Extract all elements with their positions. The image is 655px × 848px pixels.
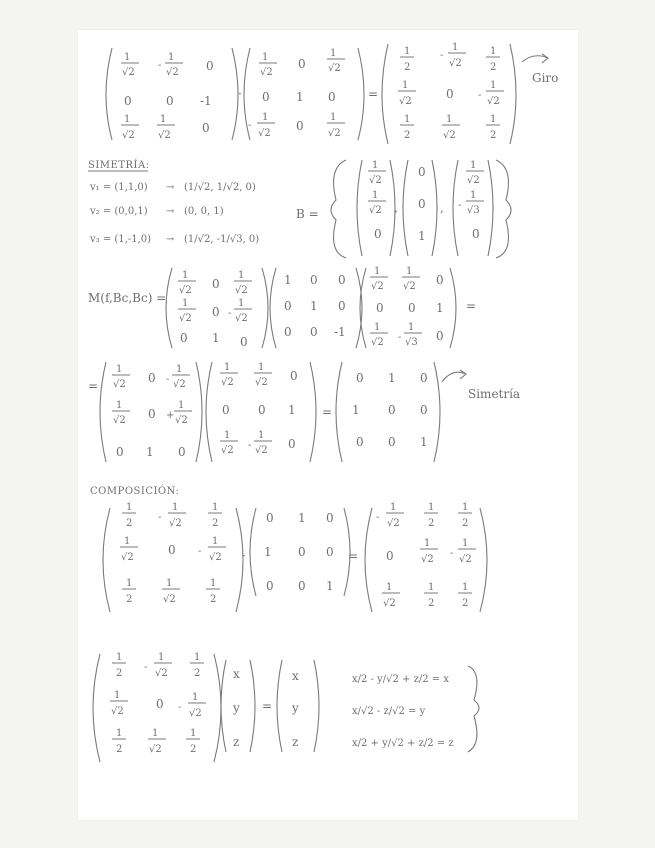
svg-text:0: 0 (298, 57, 306, 71)
svg-text:√2: √2 (155, 668, 168, 679)
svg-text:1: 1 (402, 80, 409, 91)
svg-text:1: 1 (424, 538, 431, 549)
svg-text:,: , (440, 201, 444, 215)
svg-text:1: 1 (224, 430, 231, 441)
svg-text:1: 1 (372, 160, 379, 171)
svg-text:0: 0 (148, 371, 156, 385)
svg-text:0: 0 (166, 94, 174, 108)
svg-text:1: 1 (406, 266, 413, 277)
svg-text:√3: √3 (467, 205, 480, 216)
svg-text:1: 1 (258, 430, 265, 441)
svg-text:-: - (398, 332, 402, 343)
svg-text:1: 1 (296, 90, 304, 104)
svg-text:1: 1 (158, 652, 165, 663)
svg-text:√2: √2 (163, 594, 176, 605)
svg-text:0: 0 (388, 403, 396, 417)
svg-text:1: 1 (388, 371, 396, 385)
svg-text:1: 1 (146, 445, 154, 459)
svg-text:√2: √2 (255, 445, 268, 456)
svg-text:0: 0 (418, 165, 426, 179)
svg-text:1: 1 (490, 80, 497, 91)
svg-text:2: 2 (462, 518, 469, 529)
svg-text:1: 1 (284, 273, 292, 287)
svg-text:0: 0 (202, 121, 210, 135)
svg-text:1: 1 (258, 362, 265, 373)
svg-text:√2: √2 (369, 205, 382, 216)
svg-text:,: , (394, 201, 398, 215)
svg-text:x: x (233, 667, 240, 681)
svg-text:1: 1 (288, 403, 296, 417)
svg-text:1: 1 (470, 160, 477, 171)
svg-text:1: 1 (126, 502, 133, 513)
svg-text:0: 0 (296, 119, 304, 133)
svg-text:0: 0 (446, 87, 454, 101)
svg-text:√2: √2 (166, 67, 179, 78)
sym-matrix-2 (206, 362, 316, 462)
svg-text:1: 1 (386, 582, 393, 593)
svg-text:√2: √2 (258, 128, 271, 139)
svg-text:1: 1 (116, 728, 123, 739)
svg-text:1: 1 (374, 322, 381, 333)
svg-text:1: 1 (238, 298, 245, 309)
svg-text:1: 1 (172, 502, 179, 513)
svg-text:0: 0 (148, 407, 156, 421)
svg-text:0: 0 (266, 511, 274, 525)
svg-text:1: 1 (182, 298, 189, 309)
vector-v2-lhs: v₂ = (0,0,1) (90, 206, 148, 217)
svg-text:√2: √2 (111, 706, 124, 717)
svg-text:2: 2 (428, 598, 435, 609)
svg-text:0: 0 (212, 305, 220, 319)
svg-text:0: 0 (116, 445, 124, 459)
svg-text:1: 1 (210, 578, 217, 589)
svg-text:2: 2 (490, 62, 497, 73)
svg-text:√2: √2 (173, 379, 186, 390)
sym-matrix-1 (100, 362, 202, 462)
simetria-heading: SIMETRÍA: (88, 160, 150, 171)
svg-text:=: = (466, 299, 477, 313)
svg-text:1: 1 (420, 435, 428, 449)
svg-text:0: 0 (326, 545, 334, 559)
svg-text:1: 1 (490, 114, 497, 125)
m-matrix-1 (166, 268, 268, 349)
svg-text:0: 0 (436, 273, 444, 287)
vector-v2-arrow: → (166, 206, 175, 217)
svg-text:z: z (233, 735, 240, 749)
svg-text:=: = (348, 549, 359, 563)
svg-text:1: 1 (116, 400, 123, 411)
svg-text:1: 1 (166, 578, 173, 589)
svg-text:1: 1 (490, 46, 497, 57)
svg-text:2: 2 (490, 130, 497, 141)
vector-v3-rhs: (1/√2, -1/√3, 0) (184, 234, 260, 245)
svg-text:1: 1 (418, 229, 426, 243)
svg-text:-: - (478, 90, 482, 101)
eq-matrix (93, 652, 221, 762)
svg-text:√2: √2 (121, 552, 134, 563)
svg-text:-: - (248, 120, 252, 131)
svg-text:=: = (262, 699, 273, 713)
svg-text:0: 0 (386, 549, 394, 563)
svg-text:1: 1 (126, 578, 133, 589)
svg-text:0: 0 (298, 579, 306, 593)
equation-3: x/2 + y/√2 + z/2 = z (352, 738, 454, 749)
svg-text:√2: √2 (179, 285, 192, 296)
equation-2: x/√2 - z/√2 = y (352, 706, 426, 717)
svg-text:√2: √2 (113, 415, 126, 426)
system-brace (468, 666, 479, 752)
svg-text:0: 0 (356, 435, 364, 449)
svg-text:0: 0 (258, 403, 266, 417)
basis-label: B = (296, 207, 319, 221)
svg-text:-: - (198, 546, 202, 557)
svg-text:√2: √2 (221, 445, 234, 456)
svg-text:0: 0 (266, 579, 274, 593)
svg-text:-: - (458, 200, 462, 211)
svg-text:√2: √2 (175, 415, 188, 426)
svg-text:1: 1 (326, 579, 334, 593)
giro-label: Giro (532, 71, 559, 85)
svg-text:1: 1 (238, 270, 245, 281)
svg-text:1: 1 (372, 190, 379, 201)
svg-text:+: + (166, 410, 175, 421)
svg-text:=: = (88, 379, 99, 393)
vector-v3-arrow: → (166, 234, 175, 245)
svg-text:√2: √2 (387, 518, 400, 529)
giro-matrix-result (382, 42, 516, 144)
svg-text:√2: √2 (149, 744, 162, 755)
composicion-heading: COMPOSICIÓN: (90, 486, 180, 497)
svg-text:1: 1 (428, 502, 435, 513)
svg-text:0: 0 (310, 273, 318, 287)
svg-text:2: 2 (212, 518, 219, 529)
basis-set (331, 160, 511, 258)
svg-text:0: 0 (178, 445, 186, 459)
m-matrix-3 (360, 266, 456, 348)
svg-text:1: 1 (374, 266, 381, 277)
sym-matrix-result (336, 362, 440, 462)
svg-text:1: 1 (192, 692, 199, 703)
svg-text:1: 1 (124, 52, 131, 63)
svg-text:2: 2 (428, 518, 435, 529)
svg-text:√2: √2 (467, 175, 480, 186)
svg-text:1: 1 (176, 364, 183, 375)
svg-text:√2: √2 (421, 554, 434, 565)
svg-text:√2: √2 (158, 130, 171, 141)
svg-text:√2: √2 (260, 67, 273, 78)
svg-text:1: 1 (212, 331, 220, 345)
svg-text:1: 1 (408, 322, 415, 333)
svg-text:0: 0 (388, 435, 396, 449)
svg-text:√2: √2 (169, 518, 182, 529)
svg-text:=: = (322, 405, 333, 419)
svg-text:0: 0 (124, 94, 132, 108)
svg-text:1: 1 (124, 114, 131, 125)
svg-text:y: y (292, 701, 299, 715)
svg-text:0: 0 (222, 403, 230, 417)
giro-matrix-1 (106, 48, 238, 141)
svg-text:2: 2 (126, 518, 133, 529)
svg-text:1: 1 (194, 652, 201, 663)
svg-text:0: 0 (356, 371, 364, 385)
svg-text:2: 2 (116, 668, 123, 679)
svg-text:1: 1 (446, 114, 453, 125)
svg-text:0: 0 (206, 59, 214, 73)
svg-text:0: 0 (472, 227, 480, 241)
svg-text:√2: √2 (399, 96, 412, 107)
svg-text:1: 1 (152, 728, 159, 739)
svg-text:√2: √2 (369, 175, 382, 186)
svg-text:·: · (238, 87, 242, 101)
svg-text:1: 1 (352, 403, 360, 417)
svg-text:0: 0 (240, 335, 248, 349)
svg-text:1: 1 (428, 582, 435, 593)
m-matrix-2 (270, 268, 362, 348)
vector-v2-rhs: (0, 0, 1) (184, 206, 224, 217)
svg-text:y: y (233, 701, 240, 715)
svg-text:-: - (248, 440, 252, 451)
svg-text:-: - (228, 308, 232, 319)
svg-text:2: 2 (404, 130, 411, 141)
equation-1: x/2 - y/√2 + z/2 = x (352, 674, 449, 685)
svg-text:1: 1 (330, 112, 337, 123)
svg-text:0: 0 (338, 299, 346, 313)
svg-text:-: - (440, 50, 444, 61)
svg-text:√2: √2 (328, 63, 341, 74)
simetria-label: Simetría (468, 387, 521, 401)
svg-text:1: 1 (462, 582, 469, 593)
svg-text:2: 2 (210, 594, 217, 605)
svg-text:1: 1 (404, 46, 411, 57)
svg-text:0: 0 (168, 543, 176, 557)
svg-text:0: 0 (436, 329, 444, 343)
svg-text:1: 1 (160, 114, 167, 125)
svg-text:0: 0 (420, 371, 428, 385)
svg-text:1: 1 (212, 502, 219, 513)
svg-text:√2: √2 (487, 96, 500, 107)
vector-v1-arrow: → (166, 182, 175, 193)
svg-text:-: - (144, 662, 148, 673)
comp-matrix-result (365, 502, 487, 612)
svg-text:0: 0 (262, 90, 270, 104)
svg-text:0: 0 (212, 277, 220, 291)
svg-text:-: - (450, 548, 454, 559)
svg-text:0: 0 (326, 511, 334, 525)
svg-text:√2: √2 (443, 130, 456, 141)
svg-text:1: 1 (114, 690, 121, 701)
svg-text:0: 0 (408, 301, 416, 315)
svg-text:1: 1 (298, 511, 306, 525)
svg-text:√3: √3 (405, 337, 418, 348)
svg-text:=: = (368, 87, 379, 101)
svg-text:0: 0 (284, 325, 292, 339)
svg-text:0: 0 (180, 331, 188, 345)
svg-text:0: 0 (338, 273, 346, 287)
giro-matrix-2 (244, 48, 364, 140)
svg-text:1: 1 (178, 400, 185, 411)
svg-text:1: 1 (470, 190, 477, 201)
vector-v1-lhs: v₁ = (1,1,0) (90, 182, 148, 193)
svg-text:2: 2 (116, 744, 123, 755)
svg-text:0: 0 (290, 369, 298, 383)
svg-text:√2: √2 (371, 281, 384, 292)
svg-text:2: 2 (194, 668, 201, 679)
svg-text:1: 1 (124, 536, 131, 547)
svg-text:√2: √2 (179, 313, 192, 324)
eq-vector-result (277, 660, 319, 752)
comp-matrix-1 (103, 502, 243, 612)
svg-text:0: 0 (156, 697, 164, 711)
comp-matrix-2 (250, 508, 350, 596)
svg-text:-: - (376, 512, 380, 523)
svg-text:·: · (242, 549, 246, 563)
svg-text:1: 1 (310, 299, 318, 313)
svg-text:-: - (158, 60, 162, 71)
svg-text:1: 1 (452, 42, 459, 53)
svg-text:1: 1 (404, 114, 411, 125)
svg-text:√2: √2 (403, 281, 416, 292)
svg-text:0: 0 (310, 325, 318, 339)
svg-text:1: 1 (182, 270, 189, 281)
svg-text:1: 1 (224, 362, 231, 373)
svg-text:1: 1 (190, 728, 197, 739)
svg-text:√2: √2 (371, 337, 384, 348)
svg-text:0: 0 (420, 403, 428, 417)
svg-text:0: 0 (328, 90, 336, 104)
svg-text:1: 1 (436, 301, 444, 315)
svg-text:0: 0 (418, 197, 426, 211)
vector-v3-lhs: v₃ = (1,-1,0) (90, 234, 152, 245)
svg-text:0: 0 (376, 301, 384, 315)
svg-text:√2: √2 (235, 313, 248, 324)
svg-text:0: 0 (374, 227, 382, 241)
svg-text:-: - (158, 512, 162, 523)
vector-v1-rhs: (1/√2, 1/√2, 0) (184, 182, 256, 193)
svg-text:√2: √2 (383, 598, 396, 609)
svg-text:-: - (166, 374, 170, 385)
svg-text:0: 0 (298, 545, 306, 559)
svg-text:√2: √2 (221, 377, 234, 388)
svg-text:0: 0 (288, 437, 296, 451)
svg-text:2: 2 (404, 62, 411, 73)
svg-text:√2: √2 (459, 554, 472, 565)
svg-text:√2: √2 (113, 379, 126, 390)
svg-text:√2: √2 (122, 67, 135, 78)
svg-text:√2: √2 (255, 377, 268, 388)
svg-text:z: z (292, 735, 299, 749)
svg-text:x: x (292, 669, 299, 683)
svg-text:1: 1 (390, 502, 397, 513)
svg-text:1: 1 (262, 112, 269, 123)
svg-text:0: 0 (284, 299, 292, 313)
svg-text:1: 1 (116, 652, 123, 663)
svg-text:1: 1 (264, 545, 272, 559)
svg-text:-1: -1 (200, 94, 212, 108)
svg-text:1: 1 (212, 536, 219, 547)
svg-text:√2: √2 (122, 130, 135, 141)
svg-text:1: 1 (462, 538, 469, 549)
svg-text:1: 1 (462, 502, 469, 513)
svg-text:1: 1 (330, 48, 337, 59)
svg-text:2: 2 (462, 598, 469, 609)
svg-text:-1: -1 (334, 325, 346, 339)
m-label: M(f,Bc,Bc) = (88, 291, 167, 305)
svg-text:√2: √2 (235, 285, 248, 296)
svg-text:1: 1 (168, 52, 175, 63)
svg-text:2: 2 (126, 594, 133, 605)
svg-text:2: 2 (190, 744, 197, 755)
eq-vector-xyz (221, 660, 255, 752)
svg-text:1: 1 (262, 52, 269, 63)
svg-text:√2: √2 (449, 58, 462, 69)
svg-text:√2: √2 (328, 128, 341, 139)
svg-text:√2: √2 (189, 708, 202, 719)
svg-text:-: - (178, 702, 182, 713)
svg-text:1: 1 (116, 364, 123, 375)
svg-text:√2: √2 (209, 552, 222, 563)
